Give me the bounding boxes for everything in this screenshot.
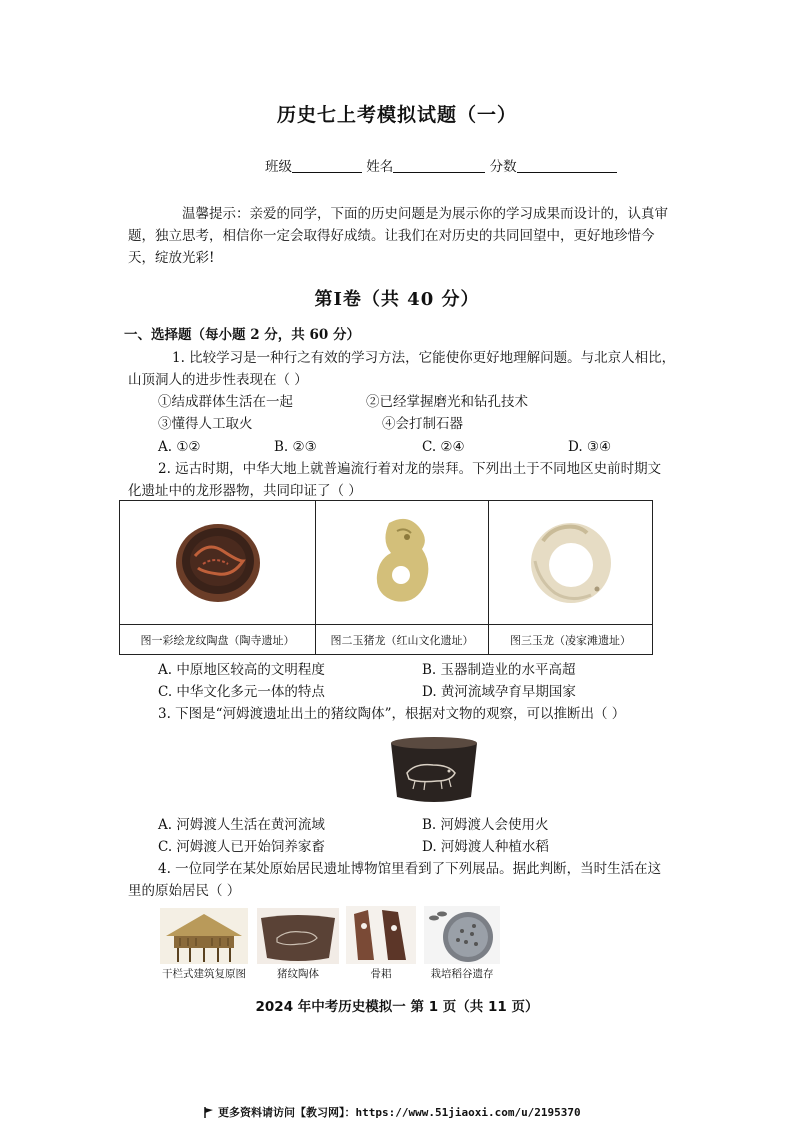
q2-stem-line-2: 化遗址中的龙形器物，共同印证了（ ） [128, 483, 362, 499]
class-blank[interactable] [292, 158, 362, 173]
q1-item-2: ②已经掌握磨光和钻孔技术 [366, 394, 528, 410]
q2-option-a[interactable]: A. 中原地区较高的文明程度 [158, 662, 325, 678]
bone-spade-image [346, 906, 416, 964]
q3-option-d[interactable]: D. 河姆渡人种植水稻 [422, 839, 549, 855]
q1-option-b[interactable]: B. ②③ [274, 439, 317, 455]
q3-stem: 3. 下图是“河姆渡遗址出土的猪纹陶体”，根据对文物的观察，可以推断出（ ） [158, 706, 626, 722]
q2-image-cell-3 [489, 501, 653, 625]
q2-image-cell-1 [120, 501, 316, 625]
q1-option-d[interactable]: D. ③④ [568, 439, 612, 455]
q3-option-b[interactable]: B. 河姆渡人会使用火 [422, 817, 549, 833]
page-title: 历史七上考模拟试题（一） [276, 104, 517, 126]
q2-option-d[interactable]: D. 黄河流域孕育早期国家 [422, 684, 576, 700]
q2-caption-3: 图三玉龙（凌家滩遗址） [489, 625, 653, 655]
cultivated-rice-remains-image [424, 906, 500, 964]
q1-stem-line-2: 山顶洞人的进步性表现在（ ） [128, 372, 308, 388]
stilt-house-image [160, 908, 248, 964]
pig-pottery-small-image [257, 908, 339, 964]
tip-line-2: 题，独立思考，相信你一定会取得好成绩。让我们在对历史的共同回望中，更好地珍惜今 [128, 228, 655, 244]
section-title: 第Ⅰ卷（共 40 分） [314, 289, 480, 310]
flag-icon [204, 1107, 214, 1118]
q2-image-cell-2 [316, 501, 489, 625]
q1-item-4: ④会打制石器 [382, 416, 463, 432]
q4-caption-4: 栽培稻谷遗存 [430, 968, 494, 980]
q2-stem-line-1: 2. 远古时期，中华大地上就普遍流行着对龙的崇拜。下列出土于不同地区史前时期文 [158, 461, 662, 477]
part-heading: 一、选择题（每小题 2 分，共 60 分） [124, 327, 360, 343]
q4-stem-line-1: 4. 一位同学在某处原始居民遗址博物馆里看到了下列展品。据此判断，当时生活在这 [158, 861, 662, 877]
name-label: 姓名 [366, 159, 394, 175]
q4-caption-3: 骨耜 [370, 968, 392, 980]
q1-item-1: ①结成群体生活在一起 [158, 394, 293, 410]
painted-dragon-plate-image [173, 516, 263, 606]
pig-pattern-pottery-image [385, 735, 483, 807]
class-label: 班级 [265, 159, 292, 175]
tip-line-1: 温馨提示：亲爱的同学，下面的历史问题是为展示你的学习成果而设计的，认真审 [182, 206, 668, 222]
student-info-line [265, 157, 617, 177]
q3-option-c[interactable]: C. 河姆渡人已开始饲养家畜 [158, 839, 325, 855]
jade-dragon-ring-image [521, 511, 621, 611]
q4-caption-1: 干栏式建筑复原图 [162, 968, 246, 980]
jade-pig-dragon-image [367, 513, 437, 609]
score-blank[interactable] [517, 158, 617, 173]
q2-image-table [119, 500, 653, 655]
q2-option-c[interactable]: C. 中华文化多元一体的特点 [158, 684, 325, 700]
bottom-link-bar[interactable] [204, 1104, 581, 1120]
q1-option-c[interactable]: C. ②④ [422, 439, 465, 455]
q2-caption-1: 图一彩绘龙纹陶盘（陶寺遗址） [120, 625, 316, 655]
tip-line-3: 天，绽放光彩! [128, 250, 215, 266]
q2-caption-2: 图二玉猪龙（红山文化遗址） [316, 625, 489, 655]
page-footer: 2024 年中考历史模拟一 第 1 页（共 11 页） [255, 999, 539, 1015]
q3-option-a[interactable]: A. 河姆渡人生活在黄河流域 [158, 817, 325, 833]
q1-item-3: ③懂得人工取火 [158, 416, 253, 432]
bottom-link-text[interactable]: 更多资料请访问【教习网】：https://www.51jiaoxi.com/u/2195370 [218, 1106, 581, 1119]
q2-option-b[interactable]: B. 玉器制造业的水平高超 [422, 662, 576, 678]
q1-option-a[interactable]: A. ①② [158, 439, 201, 455]
q4-stem-line-2: 里的原始居民（ ） [128, 883, 241, 899]
score-label: 分数 [489, 159, 517, 175]
q1-stem-line-1: 1. 比较学习是一种行之有效的学习方法，它能使你更好地理解问题。与北京人相比， [172, 350, 676, 366]
q4-caption-2: 猪纹陶体 [277, 968, 319, 980]
name-blank[interactable] [393, 158, 485, 173]
